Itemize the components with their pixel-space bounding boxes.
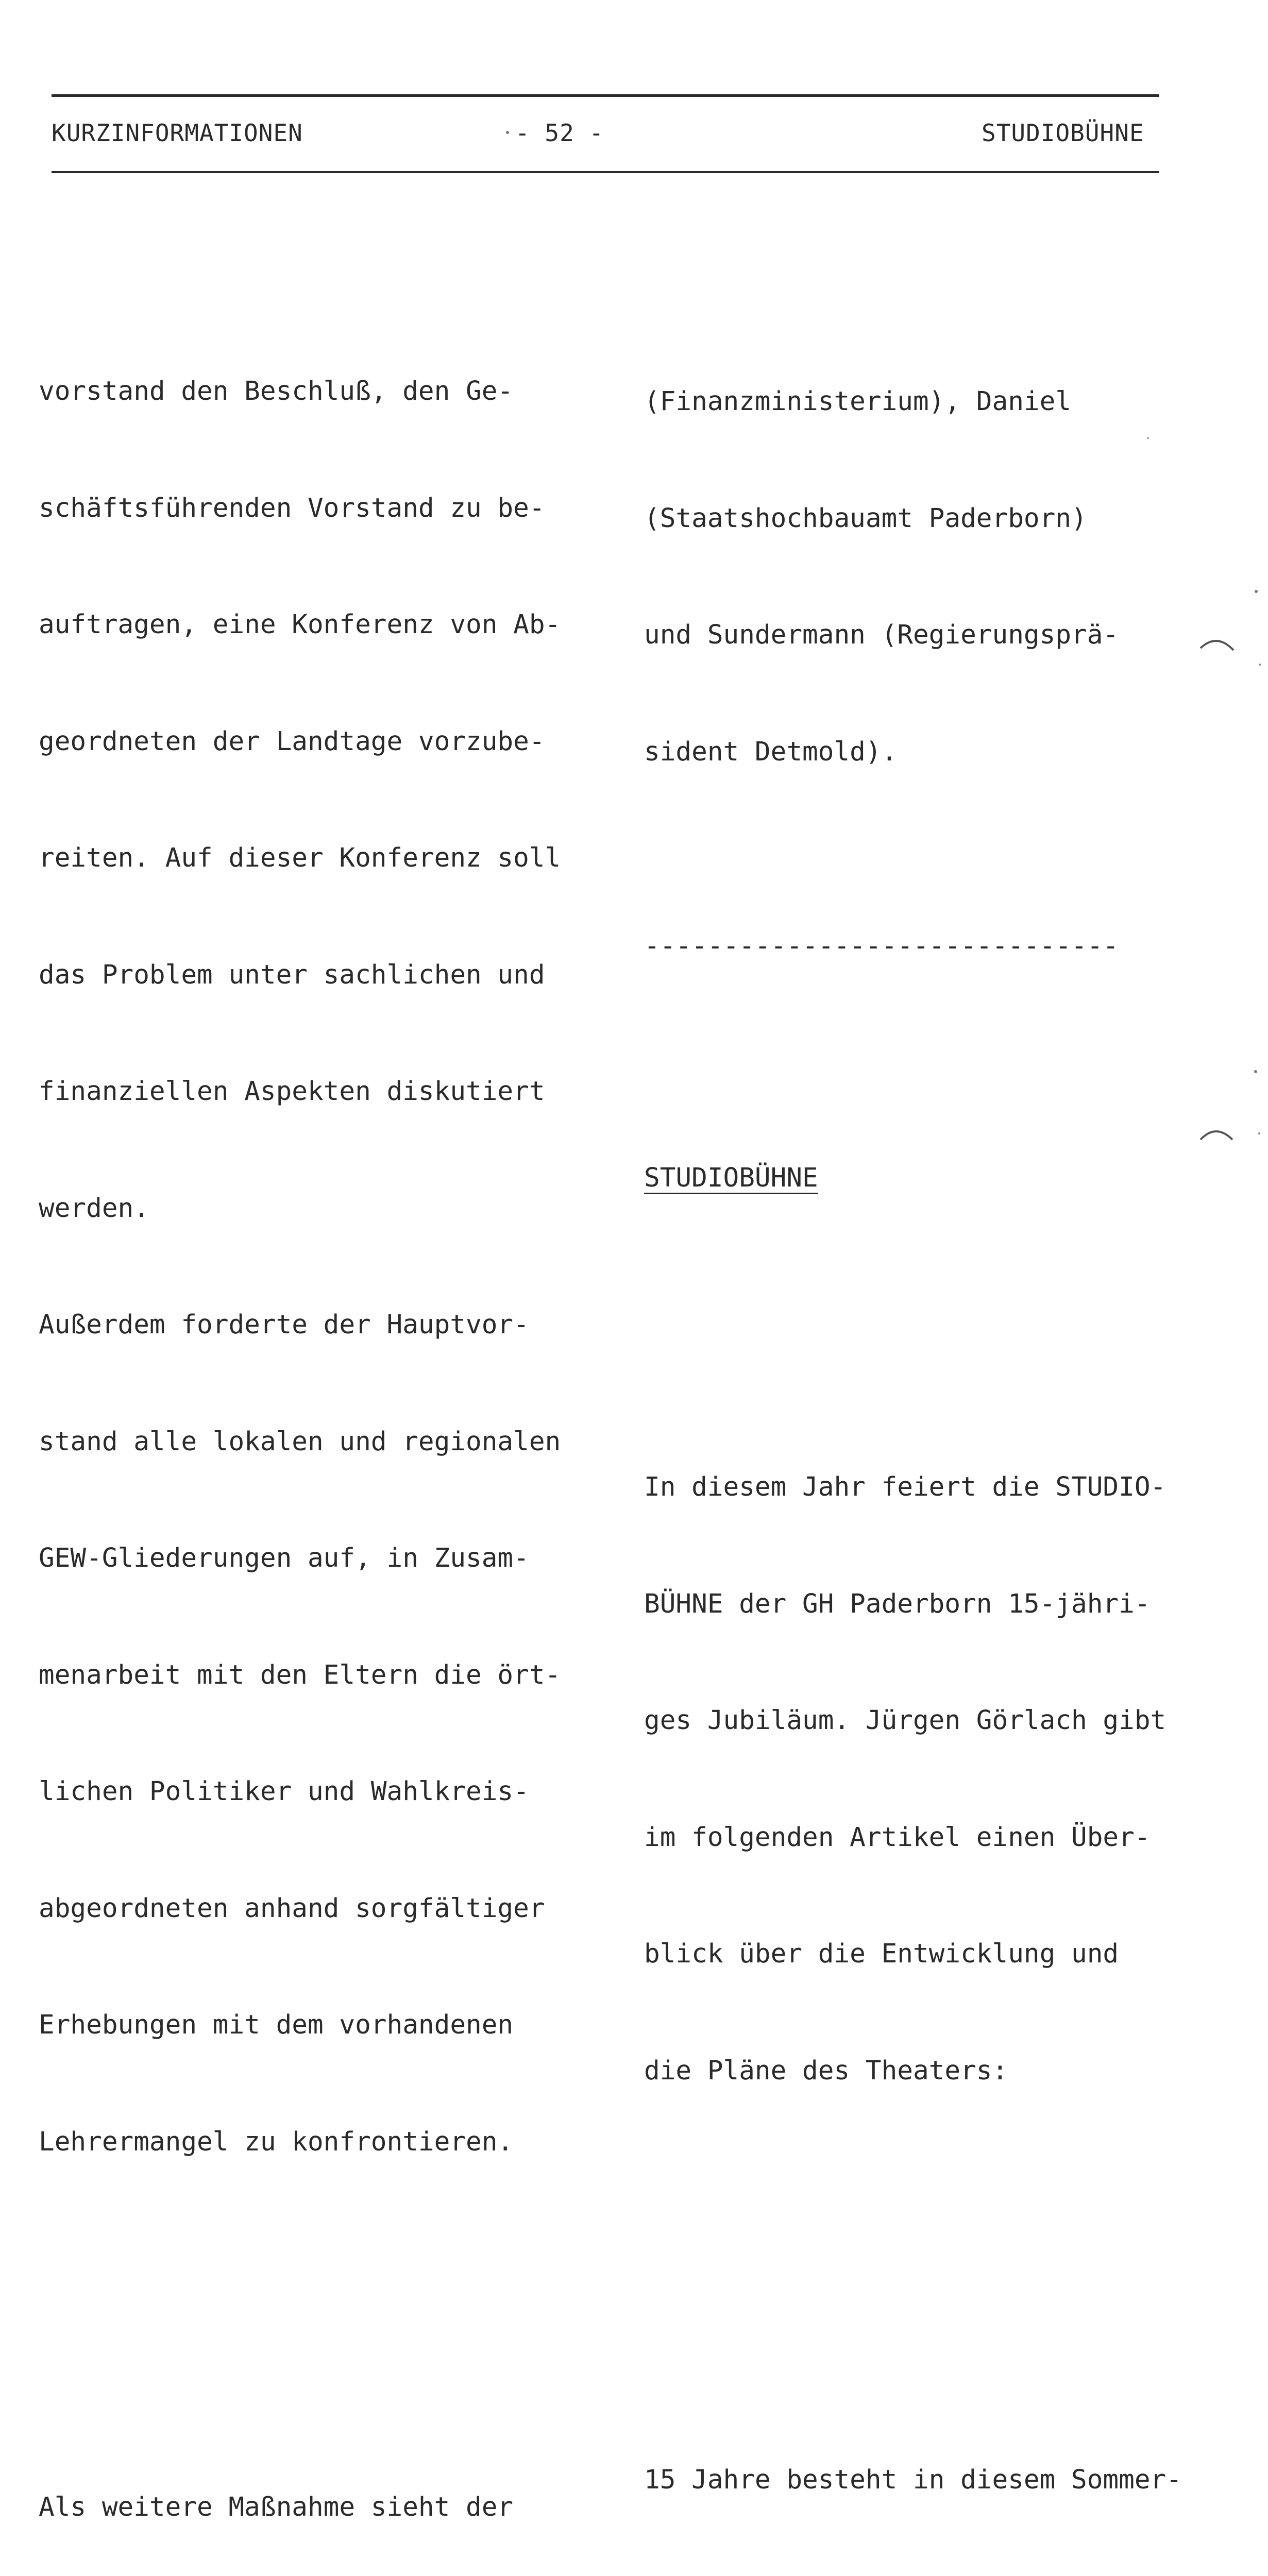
right-paragraph-2 [644, 1390, 1242, 2168]
text-line: menarbeit mit den Eltern die ört- [39, 1659, 561, 1690]
text-line: werden. [39, 1193, 149, 1224]
right-paragraph-3 [644, 2383, 1242, 2576]
text-line: ges Jubiläum. Jürgen Görlach gibt [644, 1705, 1166, 1736]
text-line: blick über die Entwicklung und [644, 1939, 1119, 1969]
left-paragraph-2 [39, 2410, 616, 2576]
header-topic: STUDIOBÜHNE [982, 119, 1144, 147]
text-line: 15 Jahre besteht in diesem Sommer- [644, 2465, 1182, 2495]
text-line: (Finanzministerium), Daniel [644, 386, 1072, 417]
left-paragraph-1 [39, 294, 616, 2239]
header-section-title: KURZINFORMATIONEN [52, 119, 303, 147]
header-page-number: - 52 - [515, 119, 604, 147]
text-line: Lehrermangel zu konfrontieren. [39, 2126, 514, 2157]
right-paragraph-1 [644, 304, 1242, 849]
text-line: Erhebungen mit dem vorhandenen [39, 2010, 514, 2040]
paragraph-gap [644, 1275, 1242, 1312]
text-line: (Staatshochbauamt Paderborn) [644, 503, 1087, 534]
text-line: In diesem Jahr feiert die STUDIO- [644, 1472, 1166, 1502]
text-line: im folgenden Artikel einen Über- [644, 1822, 1151, 1853]
text-line: lichen Politiker und Wahlkreis- [39, 1776, 529, 1807]
text-line: finanziellen Aspekten diskutiert [39, 1076, 545, 1107]
text-line: und Sundermann (Regierungsprä- [644, 620, 1119, 650]
text-line: abgeordneten anhand sorgfältiger [39, 1893, 545, 1924]
text-line: auftragen, eine Konferenz von Ab- [39, 609, 561, 640]
paragraph-gap [644, 1044, 1242, 1081]
text-line: schäftsführenden Vorstand zu be- [39, 493, 545, 523]
text-line: vorstand den Beschluß, den Ge- [39, 376, 514, 406]
left-column [39, 216, 616, 2576]
text-line: geordneten der Landtage vorzube- [39, 726, 545, 757]
text-line: Als weitere Maßnahme sieht der [39, 2492, 514, 2522]
text-line: GEW-Gliederungen auf, in Zusam- [39, 1543, 529, 1573]
text-line: reiten. Auf dieser Konferenz soll [39, 843, 561, 873]
speck [1254, 1070, 1257, 1073]
speck [506, 131, 509, 134]
text-line: BÜHNE der GH Paderborn 15-jähri- [644, 1588, 1151, 1619]
speck [1255, 590, 1258, 593]
right-separator: ------------------------------ [644, 931, 1119, 961]
paragraph-gap [39, 2317, 616, 2332]
right-column [644, 227, 1242, 2576]
text-line: sident Detmold). [644, 736, 898, 767]
text-line: stand alle lokalen und regionalen [39, 1426, 561, 1457]
text-line: die Pläne des Theaters: [644, 2055, 1008, 2086]
header-top-rule [52, 94, 1159, 97]
paragraph-gap [644, 2246, 1242, 2305]
section-heading: STUDIOBÜHNE [644, 1162, 818, 1193]
header-bottom-rule [52, 171, 1159, 173]
text-line: das Problem unter sachlichen und [39, 959, 545, 990]
speck [1258, 1132, 1260, 1134]
speck [1259, 664, 1261, 666]
text-line: Außerdem forderte der Hauptvor- [39, 1310, 529, 1340]
